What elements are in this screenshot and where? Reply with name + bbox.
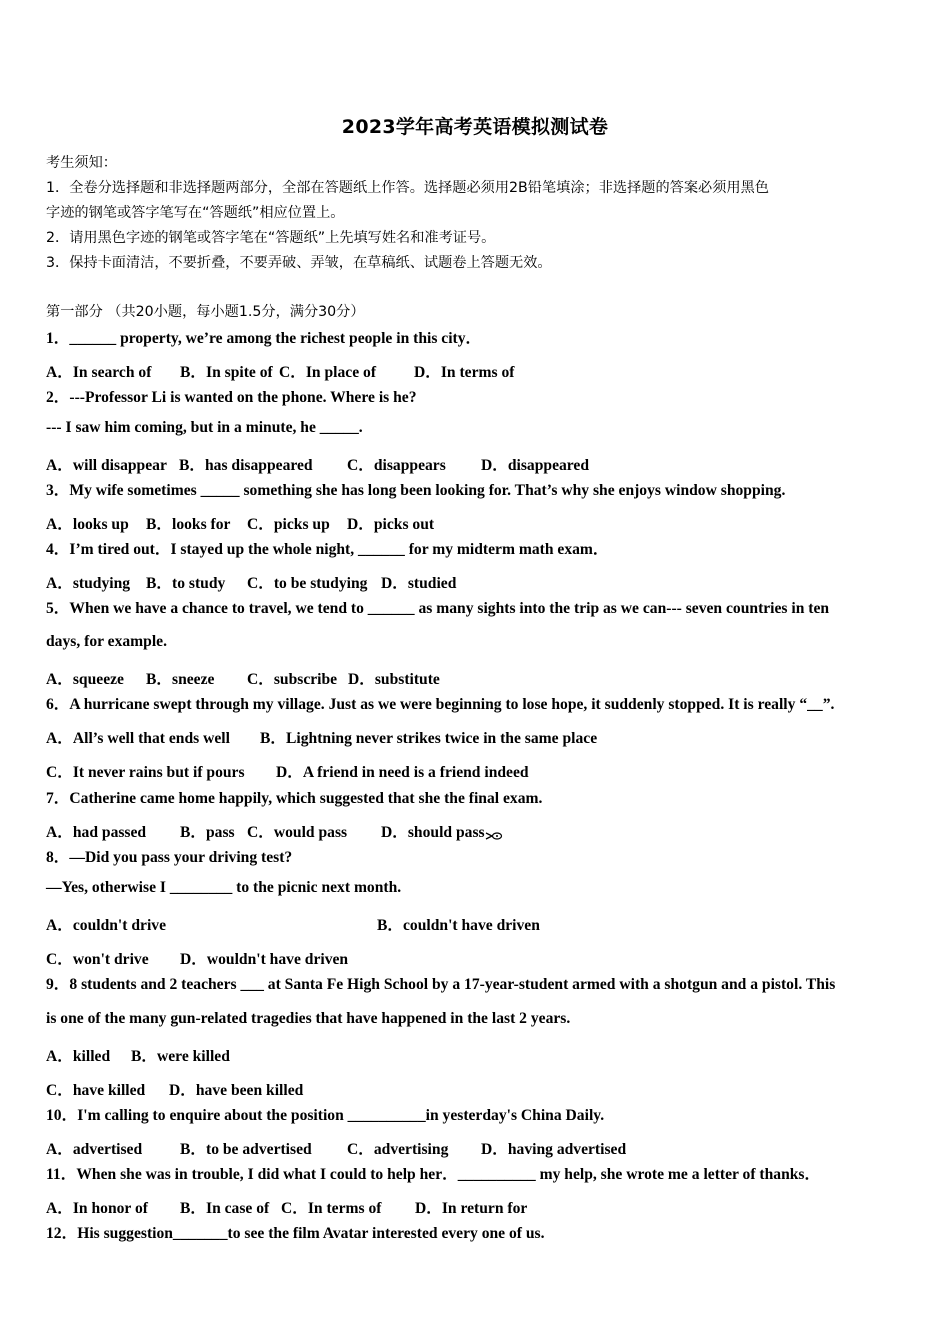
- option: B．to be advertised: [180, 1141, 312, 1158]
- option: B．looks for: [146, 516, 231, 533]
- option: D．disappeared: [481, 457, 590, 474]
- options-row: [46, 360, 514, 382]
- option: C．In place of: [279, 364, 377, 381]
- options-row: [46, 1044, 230, 1066]
- option: D．having advertised: [481, 1141, 627, 1158]
- question-stem: --- I saw him coming, but in a minute, he _____.: [46, 419, 363, 436]
- option: A．studying: [46, 575, 131, 592]
- options-row: [46, 1078, 303, 1100]
- options-row: [46, 1196, 527, 1218]
- question-stem: 4．I’m tired out．I stayed up the whole night, ______ for my midterm math exam．: [46, 541, 609, 558]
- option: A．looks up: [46, 516, 129, 533]
- option: C．to be studying: [247, 575, 368, 592]
- option: D．wouldn't have driven: [180, 951, 349, 968]
- notice-item: 3．保持卡面清洁，不要折叠，不要弄破、弄皱，在草稿纸、试题卷上答题无效。: [46, 255, 552, 271]
- option: D．A friend in need is a friend indeed: [276, 764, 529, 781]
- question-stem: is one of the many gun-related tragedies that have happened in the last 2 years.: [46, 1010, 571, 1027]
- option: A．killed: [46, 1048, 111, 1065]
- option: C．have killed: [46, 1082, 146, 1099]
- options-row: [46, 726, 597, 748]
- option: B．In spite of: [180, 364, 273, 381]
- question-stem: 12．His suggestion_______to see the film Avatar interested every one of us.: [46, 1225, 545, 1242]
- option: A．squeeze: [46, 671, 124, 688]
- option: B．were killed: [131, 1048, 230, 1065]
- question-stem: 7．Catherine came home happily, which suggested that she the final exam.: [46, 790, 543, 807]
- question-stem: 11．When she was in trouble, I did what I could to help her．__________ my help, she wrote me a letter of thanks．: [46, 1166, 821, 1183]
- option: A．advertised: [46, 1141, 143, 1158]
- question-stem: 10．I'm calling to enquire about the position __________in yesterday's China Daily.: [46, 1107, 605, 1124]
- option: B．Lightning never strikes twice in the same place: [260, 730, 598, 747]
- question-stem: 5．When we have a chance to travel, we tend to ______ as many sights into the trip as we can--- seven countries in ten: [46, 600, 830, 617]
- question-stem: 6．A hurricane swept through my village. Just as we were beginning to lose hope, it suddenly stopped. It is really “__”.: [46, 696, 835, 713]
- option: C．disappears: [347, 457, 446, 474]
- options-row: [46, 760, 529, 782]
- option: B．pass: [180, 824, 235, 841]
- notice-item: 字迹的钢笔或答字笔写在“答题纸”相应位置上。: [46, 205, 345, 221]
- options-row: [46, 1137, 626, 1159]
- option: B．has disappeared: [179, 457, 313, 474]
- option: C．In terms of: [281, 1200, 382, 1217]
- options-row: [46, 667, 440, 689]
- option: C．won't drive: [46, 951, 149, 968]
- option: A．had passed: [46, 824, 147, 841]
- question-stem: 3．My wife sometimes _____ something she has long been looking for. That’s why she enjoys window shopping.: [46, 482, 786, 499]
- option: D．have been killed: [169, 1082, 304, 1099]
- options-row: [46, 512, 434, 534]
- pen-icon: [485, 828, 503, 838]
- option: D．In terms of: [414, 364, 515, 381]
- question-stem: 1．______ property, we’re among the richest people in this city．: [46, 330, 482, 347]
- option: C．advertising: [347, 1141, 449, 1158]
- option: C．picks up: [247, 516, 330, 533]
- notice-heading: 考生须知：: [46, 155, 117, 171]
- option: A．couldn't drive: [46, 917, 166, 934]
- option: C．would pass: [247, 824, 348, 841]
- exam-title: 2023学年高考英语模拟测试卷: [341, 116, 609, 138]
- option: D．studied: [381, 575, 457, 592]
- options-row: [46, 820, 503, 842]
- option: D．In return for: [415, 1200, 528, 1217]
- options-row: [46, 947, 348, 969]
- option: A．In search of: [46, 364, 152, 381]
- option: B．couldn't have driven: [377, 917, 540, 934]
- option: A．will disappear: [46, 457, 167, 474]
- section-heading: 第一部分 （共20小题，每小题1.5分，满分30分）: [46, 304, 365, 320]
- notice-item: 2．请用黑色字迹的钢笔或答字笔在“答题纸”上先填写姓名和准考证号。: [46, 230, 496, 246]
- option: A．In honor of: [46, 1200, 148, 1217]
- option: B．sneeze: [146, 671, 215, 688]
- option: D．picks out: [347, 516, 435, 533]
- question-stem: 8．—Did you pass your driving test?: [46, 849, 293, 866]
- option: D．substitute: [348, 671, 440, 688]
- options-row: [46, 913, 540, 935]
- option: C．subscribe: [247, 671, 338, 688]
- option: B．to study: [146, 575, 226, 592]
- option: B．In case of: [180, 1200, 270, 1217]
- question-stem: 2．---Professor Li is wanted on the phone. Where is he?: [46, 389, 417, 406]
- notice-item: 1．全卷分选择题和非选择题两部分，全部在答题纸上作答。选择题必须用2B铅笔填涂；非选择题的答案必须用黑色: [46, 180, 769, 196]
- option: C．It never rains but if pours: [46, 764, 245, 781]
- options-row: [46, 453, 589, 475]
- question-stem: 9．8 students and 2 teachers ___ at Santa Fe High School by a 17-year-student armed with a shotgun and a pistol. This: [46, 976, 836, 993]
- option: D．should pass: [381, 824, 485, 841]
- question-stem: days, for example.: [46, 633, 167, 650]
- option: A．All’s well that ends well: [46, 730, 230, 747]
- question-stem: —Yes, otherwise I ________ to the picnic next month.: [46, 879, 402, 896]
- options-row: [46, 571, 456, 593]
